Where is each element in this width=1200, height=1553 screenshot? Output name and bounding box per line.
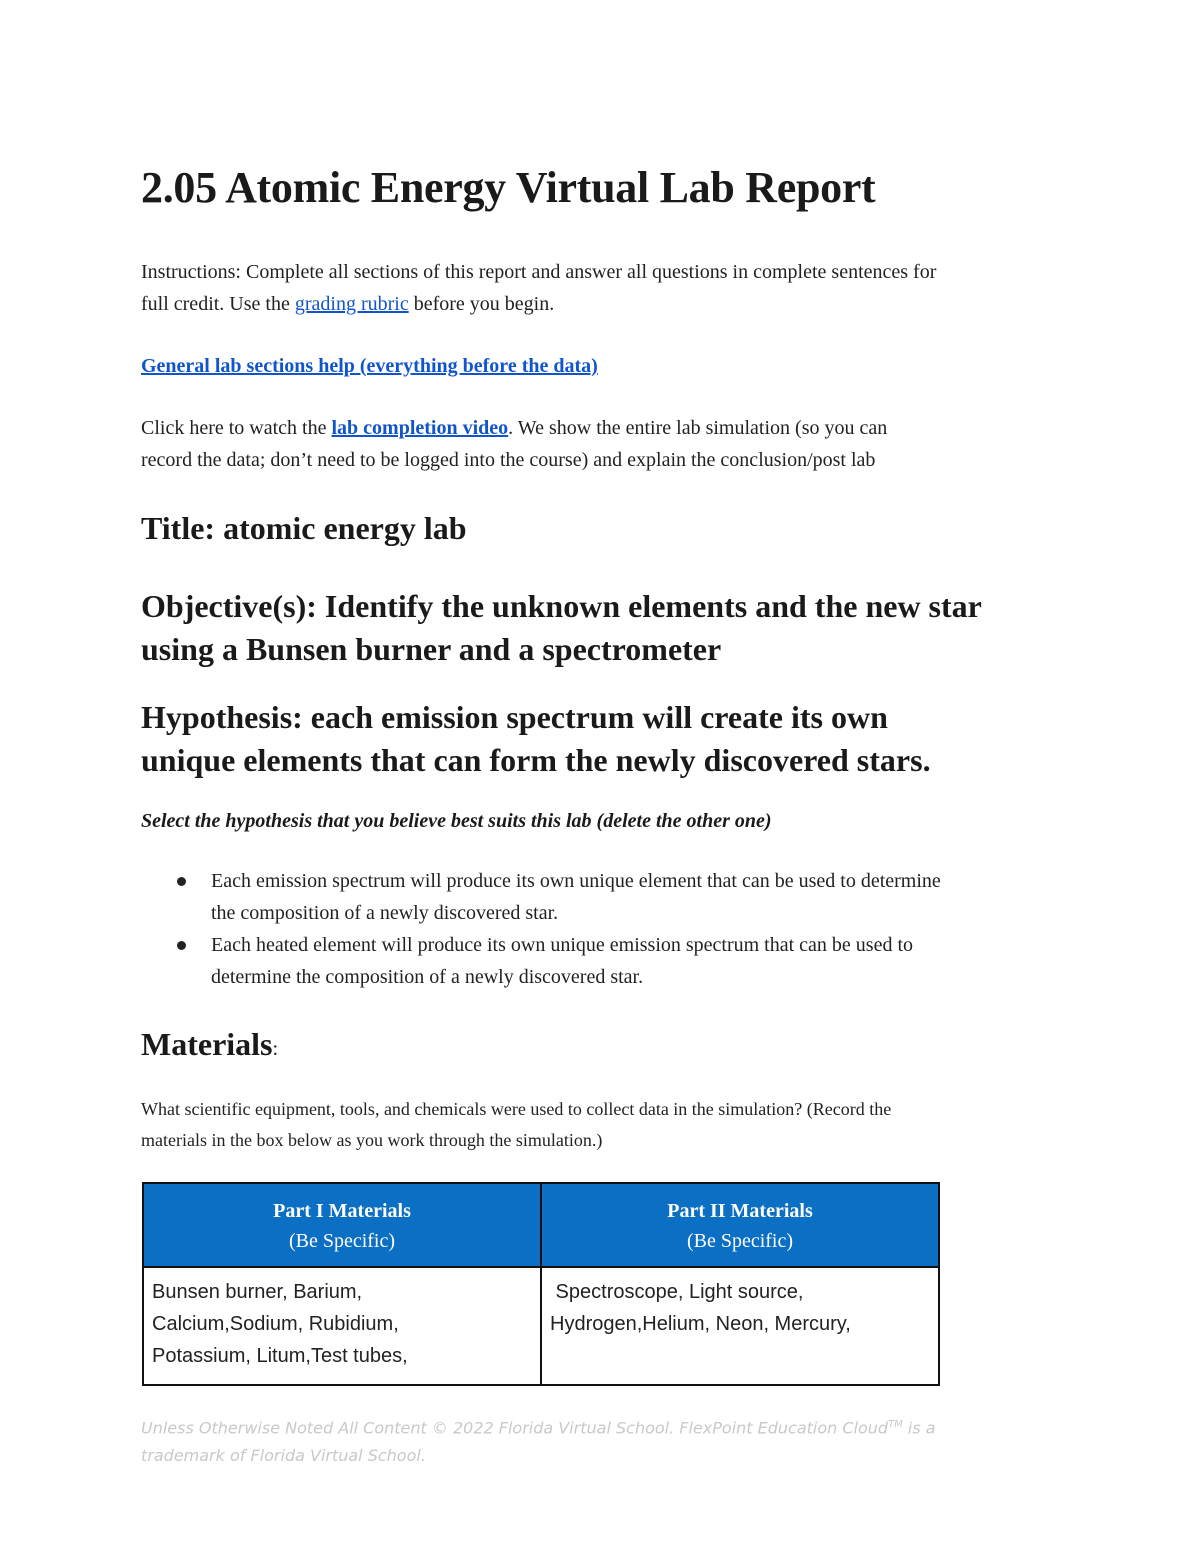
general-help: [141, 350, 598, 382]
video-line-1: [141, 412, 887, 444]
part-2-header-label: Part II Materials: [667, 1200, 813, 1222]
footer-line-1: [141, 1411, 936, 1442]
question-line-2: materials in the box below as you work through the simulation.): [141, 1130, 603, 1150]
video-text-end: . We show the entire lab simulation (so you can: [508, 417, 888, 439]
part-2-header: [541, 1183, 939, 1267]
cell-line: Hydrogen,Helium, Neon, Mercury,: [550, 1313, 851, 1335]
general-lab-help-link[interactable]: General lab sections help (everything before the data): [141, 355, 598, 377]
instructions: [141, 256, 936, 320]
footer-text-end: is a: [902, 1418, 936, 1438]
part-1-header-sub: (Be Specific): [288, 1230, 396, 1252]
cell-line: Bunsen burner, Barium,: [152, 1281, 363, 1303]
part-1-header: [143, 1183, 541, 1267]
cell-line: Potassium, Litum,Test tubes,: [152, 1345, 408, 1367]
objective-heading: [141, 585, 982, 671]
instructions-text: full credit. Use the: [141, 293, 295, 315]
video-paragraph: [141, 412, 887, 476]
part-2-header-sub: (Be Specific): [686, 1230, 794, 1252]
materials-heading: [141, 1026, 278, 1063]
materials-question: [141, 1094, 891, 1156]
lab-completion-video-link[interactable]: lab completion video: [331, 417, 509, 439]
objective-line-1: Objective(s): Identify the unknown elements and the new star: [141, 588, 982, 624]
cell-line: Calcium,Sodium, Rubidium,: [152, 1313, 399, 1335]
title-heading: Title: atomic energy lab: [141, 510, 467, 546]
footer-line-2: trademark of Florida Virtual School.: [141, 1446, 426, 1466]
hypothesis-option: [211, 865, 941, 929]
instructions-text-end: before you begin.: [408, 293, 555, 315]
materials-table: [142, 1182, 940, 1386]
trademark-mark: TM: [888, 1419, 903, 1430]
option-line-1: Each emission spectrum will produce its own unique element that can be used to determine: [211, 870, 941, 892]
instructions-line-2: [141, 288, 936, 320]
copyright-footer: [141, 1411, 936, 1470]
grading-rubric-link[interactable]: grading rubric: [294, 293, 409, 315]
question-line-1: What scientific equipment, tools, and chemicals were used to collect data in the simulation? (Record the: [141, 1099, 892, 1119]
hypothesis-heading: [141, 696, 931, 782]
objective-line-2: using a Bunsen burner and a spectrometer: [141, 631, 722, 667]
footer-text: Unless Otherwise Noted All Content © 2022 Florida Virtual School. FlexPoint Education Cloud: [141, 1418, 889, 1438]
option-line-2: determine the composition of a newly discovered star.: [211, 966, 644, 988]
hypothesis-line-1: Hypothesis: each emission spectrum will create its own: [141, 699, 888, 735]
part-2-materials-cell[interactable]: [541, 1267, 939, 1385]
part-1-header-label: Part I Materials: [273, 1200, 411, 1222]
hypothesis-line-2: unique elements that can form the newly discovered stars.: [141, 742, 931, 778]
table-row: [143, 1267, 939, 1385]
hypothesis-option: [211, 929, 941, 993]
instructions-line-1: Instructions: Complete all sections of this report and answer all questions in complete sentences for: [141, 261, 937, 283]
cell-line: Spectroscope, Light source,: [550, 1281, 804, 1303]
option-line-1: Each heated element will produce its own unique emission spectrum that can be used to: [211, 934, 914, 956]
hypothesis-options: [211, 865, 941, 993]
video-line-2: record the data; don’t need to be logged into the course) and explain the conclusion/post lab: [141, 449, 876, 471]
select-hypothesis-note: Select the hypothesis that you believe best suits this lab (delete the other one): [141, 810, 772, 832]
option-line-2: the composition of a newly discovered star.: [211, 902, 559, 924]
part-1-materials-cell[interactable]: [143, 1267, 541, 1385]
bullet-icon: [177, 877, 186, 886]
video-text: Click here to watch the: [141, 417, 332, 439]
materials-heading-text: Materials: [141, 1026, 273, 1062]
bullet-icon: [177, 941, 186, 950]
table-header-row: [143, 1183, 939, 1267]
page-title: 2.05 Atomic Energy Virtual Lab Report: [141, 163, 876, 212]
materials-colon: :: [272, 1038, 279, 1060]
